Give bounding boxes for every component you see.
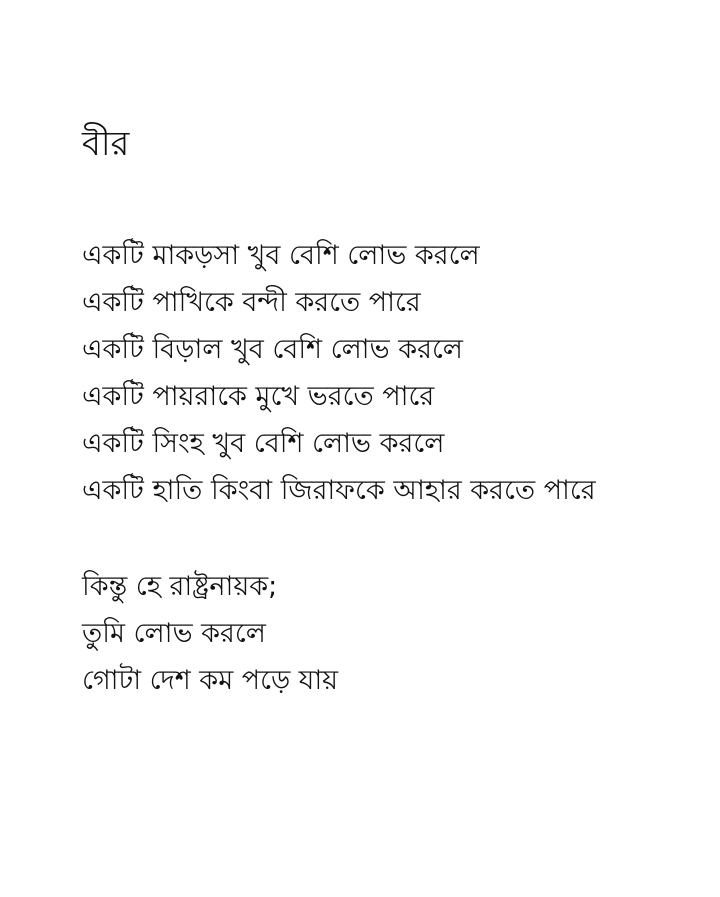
poem-line: গোটা দেশ কম পড়ে যায় (82, 665, 339, 696)
stanza-2 (82, 563, 338, 704)
poem-line: তুমি লোভ করলে (82, 618, 266, 649)
poem-line: একটি হাতি কিংবা জিরাফকে আহার করতে পারে (82, 475, 596, 506)
stanza-1 (82, 232, 596, 514)
poem-line: একটি পাখিকে বন্দী করতে পারে (82, 287, 421, 318)
poem-line: একটি পায়রাকে মুখে ভরতে পারে (82, 381, 435, 412)
poem-line: কিন্তু হে রাষ্ট্রনায়ক; (82, 571, 278, 602)
poem-line: একটি মাকড়সা খুব বেশি লোভ করলে (82, 240, 480, 271)
poem-line: একটি বিড়াল খুব বেশি লোভ করলে (82, 334, 463, 365)
poem-line: একটি সিংহ খুব বেশি লোভ করলে (82, 428, 445, 459)
poem-title: বীর (82, 124, 130, 164)
